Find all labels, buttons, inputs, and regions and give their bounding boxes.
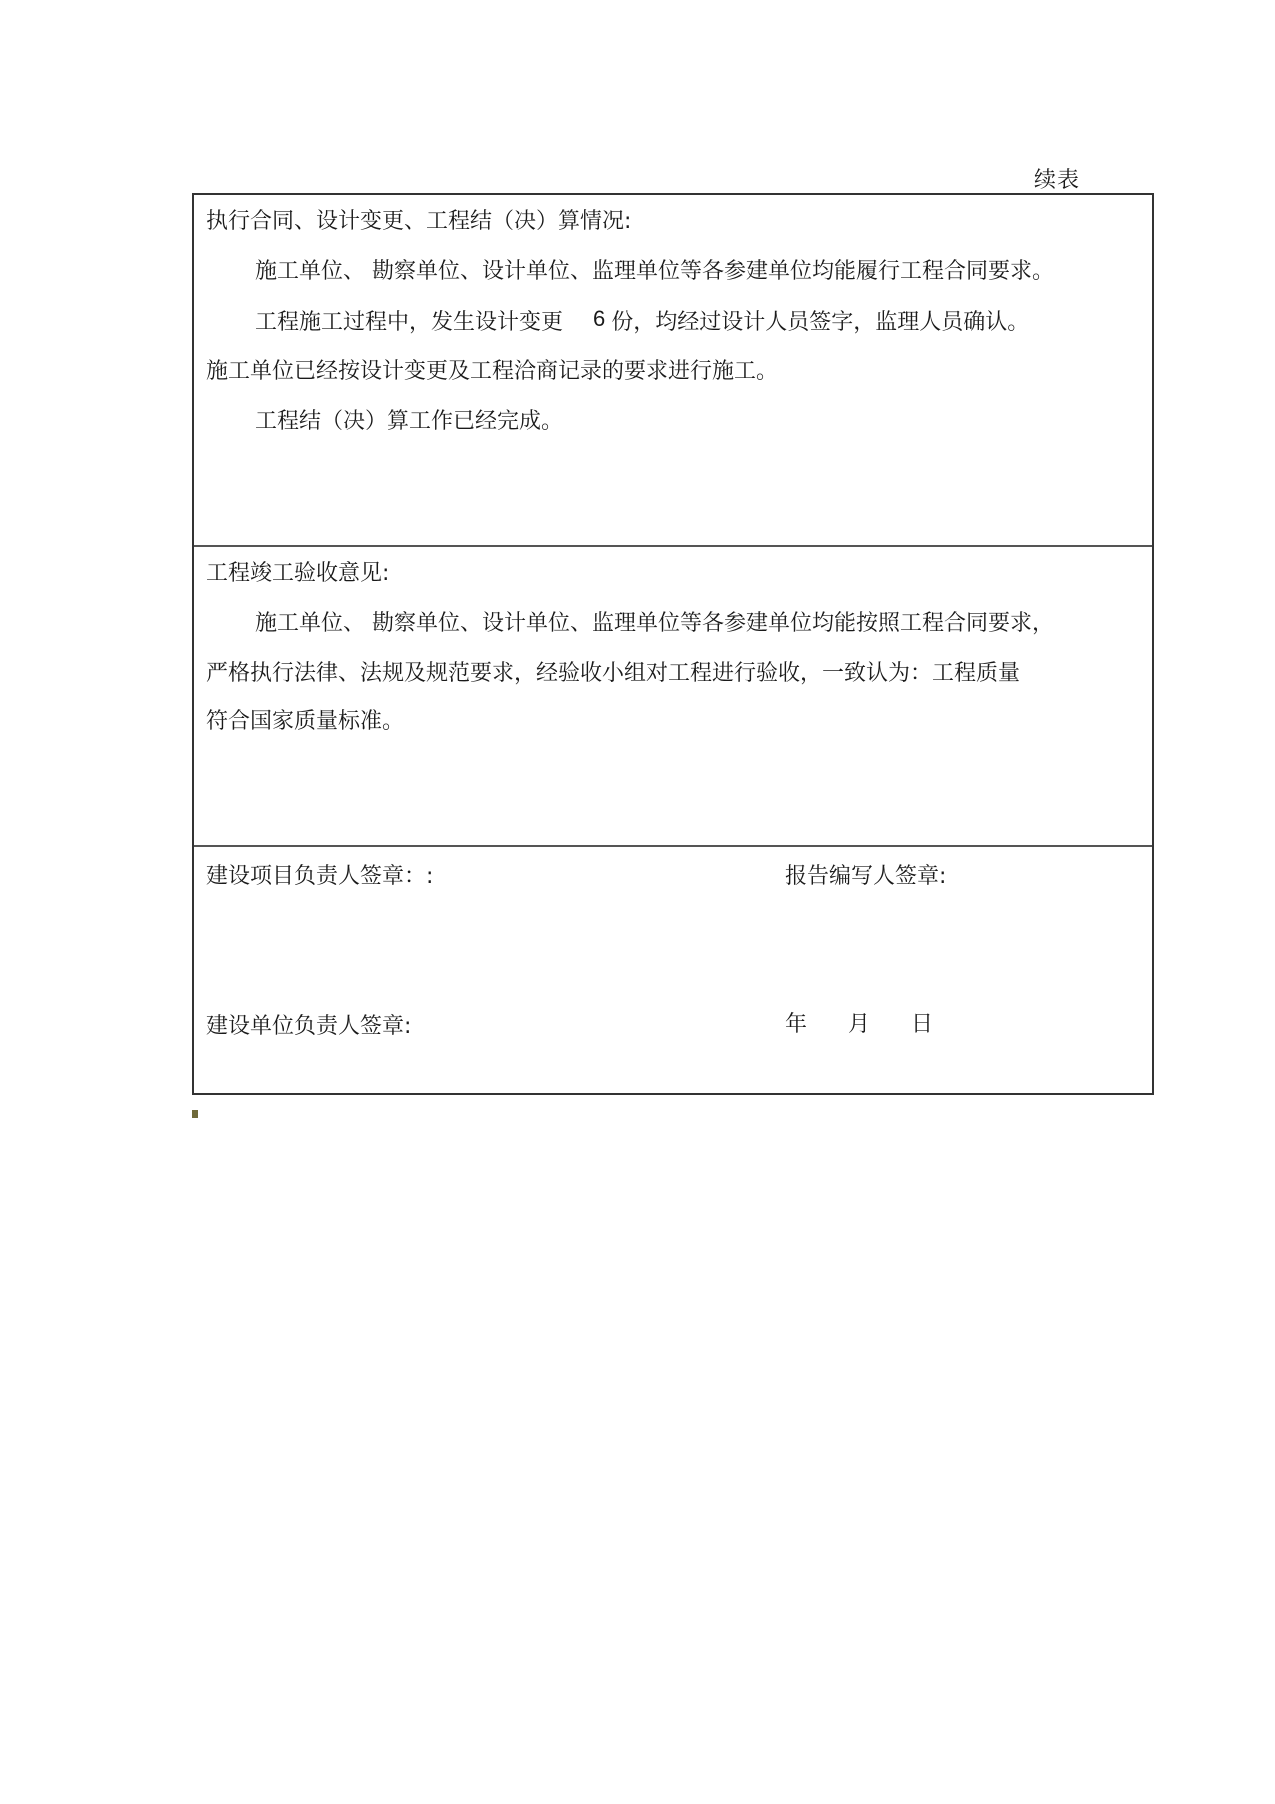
date-day-label: 日: [911, 1012, 934, 1037]
acceptance-opinion-section: [194, 545, 1152, 845]
unit-lead-signature-label: 建设单位负责人签章:: [206, 1014, 412, 1039]
acceptance-section-heading: 工程竣工验收意见:: [206, 561, 390, 586]
completion-report-table: [192, 193, 1154, 1095]
corner-mark: [192, 1110, 198, 1118]
contract-line-2: [255, 307, 1029, 338]
acceptance-line-2: 严格执行法律、法规及规范要求，经验收小组对工程进行验收，一致认为：工程质量: [206, 661, 1021, 686]
contract-line-2-before: 工程施工过程中，发生设计变更: [255, 310, 564, 335]
date-month-label: 月: [848, 1012, 871, 1037]
contract-line-4: 工程结（决）算工作已经完成。: [255, 409, 564, 434]
acceptance-line-3: 符合国家质量标准。: [206, 709, 405, 734]
design-change-count: 6: [593, 306, 606, 331]
continued-label: 续表: [1034, 168, 1081, 193]
contract-section-heading: 执行合同、设计变更、工程结（决）算情况:: [206, 209, 632, 234]
contract-line-2-after: 份，均经过设计人员签字，监理人员确认。: [611, 310, 1030, 335]
contract-line-3: 施工单位已经按设计变更及工程洽商记录的要求进行施工。: [206, 359, 779, 384]
acceptance-line-1: 施工单位、 勘察单位、设计单位、监理单位等各参建单位均能按照工程合同要求，: [255, 611, 1054, 636]
contract-line-1: 施工单位、 勘察单位、设计单位、监理单位等各参建单位均能履行工程合同要求。: [255, 259, 1054, 284]
report-writer-signature-label: 报告编写人签章:: [785, 864, 947, 889]
date-year-label: 年: [785, 1012, 808, 1037]
signature-date: [785, 1010, 933, 1040]
contract-execution-section: [194, 195, 1152, 545]
project-lead-signature-label: 建设项目负责人签章：:: [206, 864, 434, 889]
signature-section: [194, 845, 1152, 1095]
